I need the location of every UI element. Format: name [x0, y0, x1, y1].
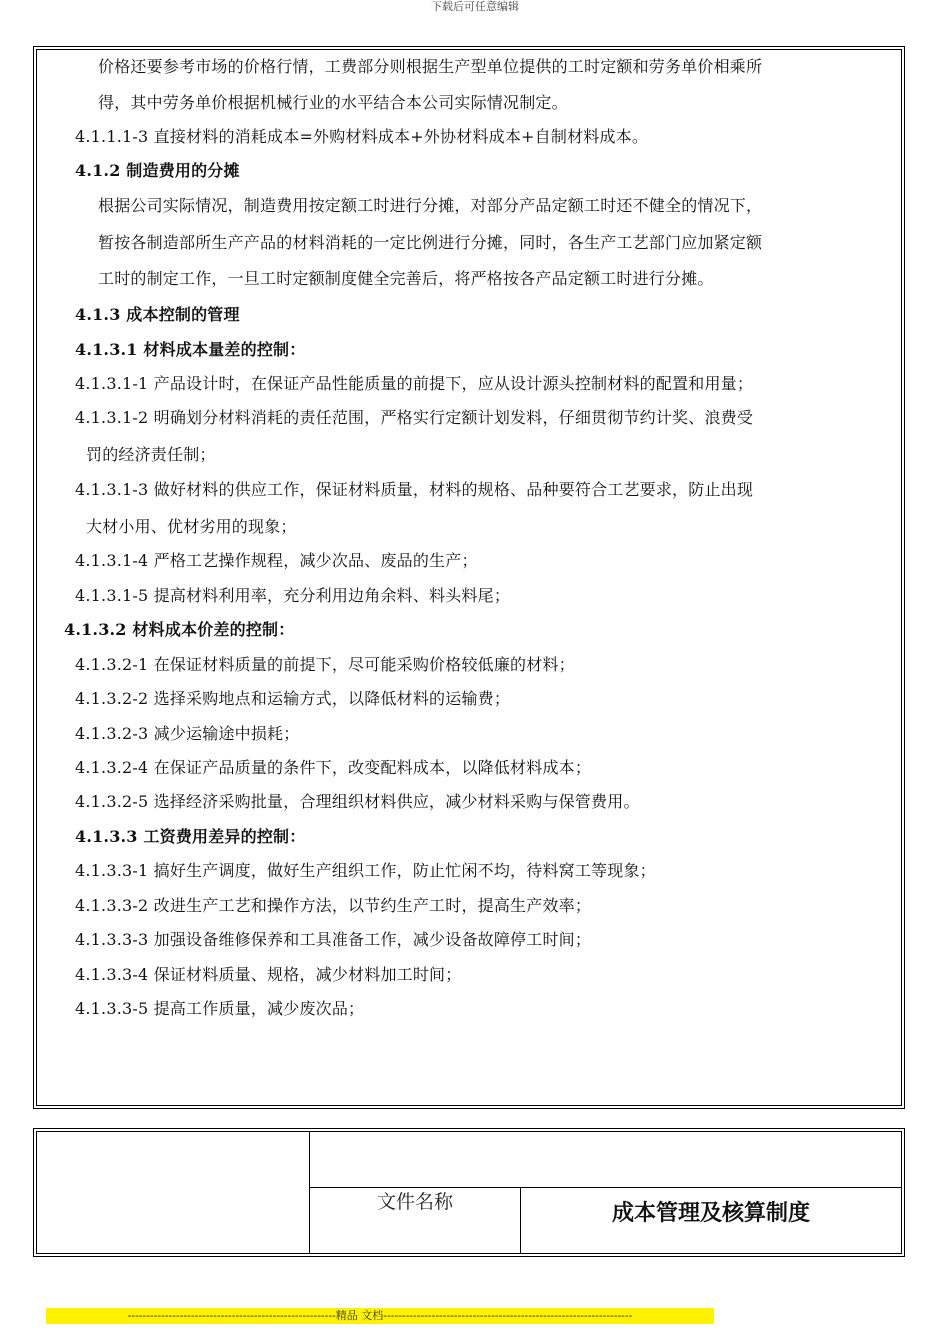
text-line: 4.1.3.3-5 提高工作质量，减少废次品；	[75, 999, 365, 1018]
text-line: 得，其中劳务单价根据机械行业的水平结合本公司实际情况制定。	[98, 93, 568, 112]
section-heading: 4.1.2 制造费用的分摊	[75, 161, 240, 180]
text-line: 4.1.3.2-2 选择采购地点和运输方式，以降低材料的运输费；	[75, 689, 511, 708]
subsection-heading: 4.1.3.1 材料成本量差的控制：	[75, 340, 306, 359]
watermark-bar: --------------------------------------------------------精品 文档-------------------------------------------------------------------	[46, 1308, 714, 1324]
text-line: 4.1.3.2-3 减少运输途中损耗；	[75, 724, 300, 743]
text-line: 4.1.3.3-3 加强设备维修保养和工具准备工作，减少设备故障停工时间；	[75, 930, 592, 949]
text-line: 大材小用、优材劣用的现象；	[86, 517, 297, 536]
text-line: 根据公司实际情况，制造费用按定额工时进行分摊，对部分产品定额工时还不健全的情况下，	[98, 196, 763, 215]
text-line: 价格还要参考市场的价格行情，工费部分则根据生产型单位提供的工时定额和劳务单价相乘所	[98, 57, 763, 76]
text-line: 罚的经济责任制；	[86, 445, 216, 464]
content-box	[36, 49, 902, 1106]
header-note: 下载后可任意编辑	[431, 0, 519, 13]
text-line: 4.1.3.3-2 改进生产工艺和操作方法，以节约生产工时，提高生产效率；	[75, 896, 592, 915]
file-name-value: 成本管理及核算制度	[611, 1201, 810, 1226]
text-line: 4.1.3.3-1 搞好生产调度，做好生产组织工作，防止忙闲不均，待料窝工等现象；	[75, 861, 656, 880]
text-line: 4.1.3.1-2 明确划分材料消耗的责任范围，严格实行定额计划发料，仔细贯彻节约计奖、浪费受	[75, 408, 754, 427]
text-line: 4.1.3.1-5 提高材料利用率，充分利用边角余料、料头料尾；	[75, 586, 511, 605]
text-line: 4.1.3.1-3 做好材料的供应工作，保证材料质量，材料的规格、品种要符合工艺要求，防止出现	[75, 480, 754, 499]
subsection-heading: 4.1.3.3 工资费用差异的控制：	[75, 827, 306, 846]
text-line: 4.1.3.2-1 在保证材料质量的前提下，尽可能采购价格较低廉的材料；	[75, 655, 575, 674]
file-name-label: 文件名称	[376, 1191, 453, 1213]
text-line: 4.1.3.2-4 在保证产品质量的条件下，改变配料成本，以降低材料成本；	[75, 758, 592, 777]
text-line: 4.1.3.1-4 严格工艺操作规程，减少次品、废品的生产；	[75, 551, 478, 570]
text-line: 工时的制定工作，一旦工时定额制度健全完善后，将严格按各产品定额工时进行分摊。	[98, 269, 714, 288]
text-line: 4.1.3.3-4 保证材料质量、规格，减少材料加工时间；	[75, 965, 462, 984]
text-line: 暂按各制造部所生产产品的材料消耗的一定比例进行分摊，同时，各生产工艺部门应加紧定额	[98, 233, 763, 252]
section-heading: 4.1.3 成本控制的管理	[75, 305, 240, 324]
subsection-heading: 4.1.3.2 材料成本价差的控制：	[64, 620, 295, 639]
document-info-table	[36, 1131, 902, 1254]
text-line: 4.1.3.1-1 产品设计时，在保证产品性能质量的前提下，应从设计源头控制材料的配置和用量；	[75, 374, 754, 393]
text-line: 4.1.1.1-3 直接材料的消耗成本=外购材料成本+外协材料成本+自制材料成本。	[75, 127, 649, 146]
text-line: 4.1.3.2-5 选择经济采购批量，合理组织材料供应，减少材料采购与保管费用。	[75, 792, 640, 811]
